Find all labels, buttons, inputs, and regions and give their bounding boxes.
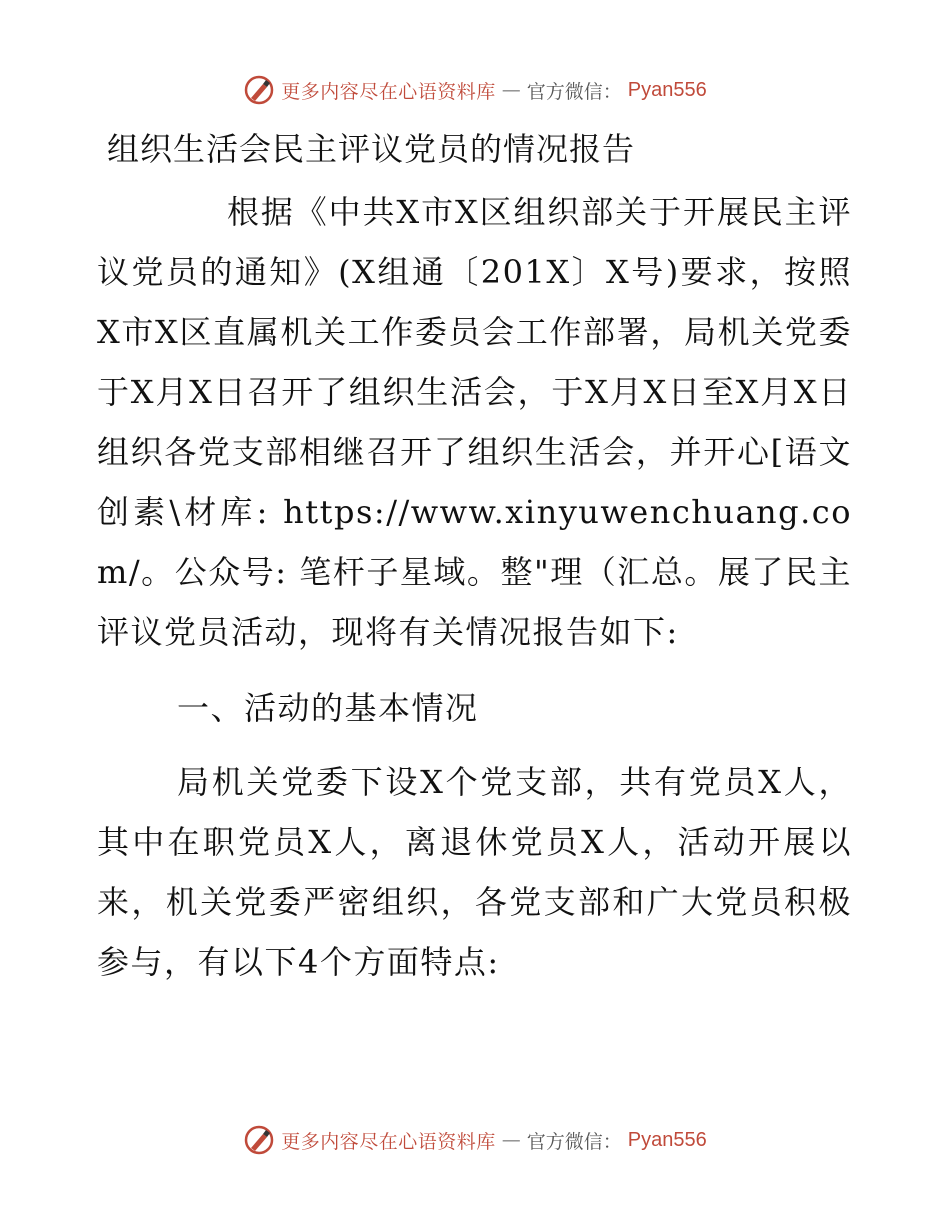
watermark-separator: — — [501, 1129, 521, 1151]
paragraph-intro: 根据《中共X市X区组织部关于开展民主评议党员的通知》(X组通〔201X〕X号)要求，按照X市X区直属机关工作委员会工作部署，局机关党委于X月X日召开了组织生活会，于X月X日至X月X日组织各党支部相继召开了组织生活会，并开心[语文创素\材库: https://www.xinyuwenchuang.com/。公众号: 笔杆子星域。整"理（汇总。展了民主评议党员活动，现将有关情况报告如下: — [97, 193, 852, 651]
watermark-wechat-label: 官方微信： — [526, 1130, 622, 1153]
watermark-wechat-id: Pyan556 — [627, 78, 707, 101]
watermark-wechat-label: 官方微信： — [526, 80, 622, 103]
document-body — [97, 120, 852, 992]
section-heading-basic-situation: 一、活动的基本情况 — [177, 689, 479, 727]
document-title: 组织生活会民主评议党员的情况报告 — [107, 130, 636, 168]
watermark-text: 更多内容尽在心语资料库 — [281, 80, 496, 103]
header-watermark — [0, 70, 950, 110]
paragraph-basic-situation: 局机关党委下设X个党支部，共有党员X人，其中在职党员X人，离退休党员X人，活动开展以来，机关党委严密组织，各党支部和广大党员积极参与，有以下4个方面特点: — [97, 763, 852, 981]
watermark-separator: — — [501, 79, 521, 101]
pen-logo-icon — [243, 74, 275, 106]
watermark-text: 更多内容尽在心语资料库 — [281, 1130, 496, 1153]
footer-watermark — [0, 1120, 950, 1160]
pen-logo-icon — [243, 1124, 275, 1156]
watermark-wechat-id: Pyan556 — [627, 1128, 707, 1151]
